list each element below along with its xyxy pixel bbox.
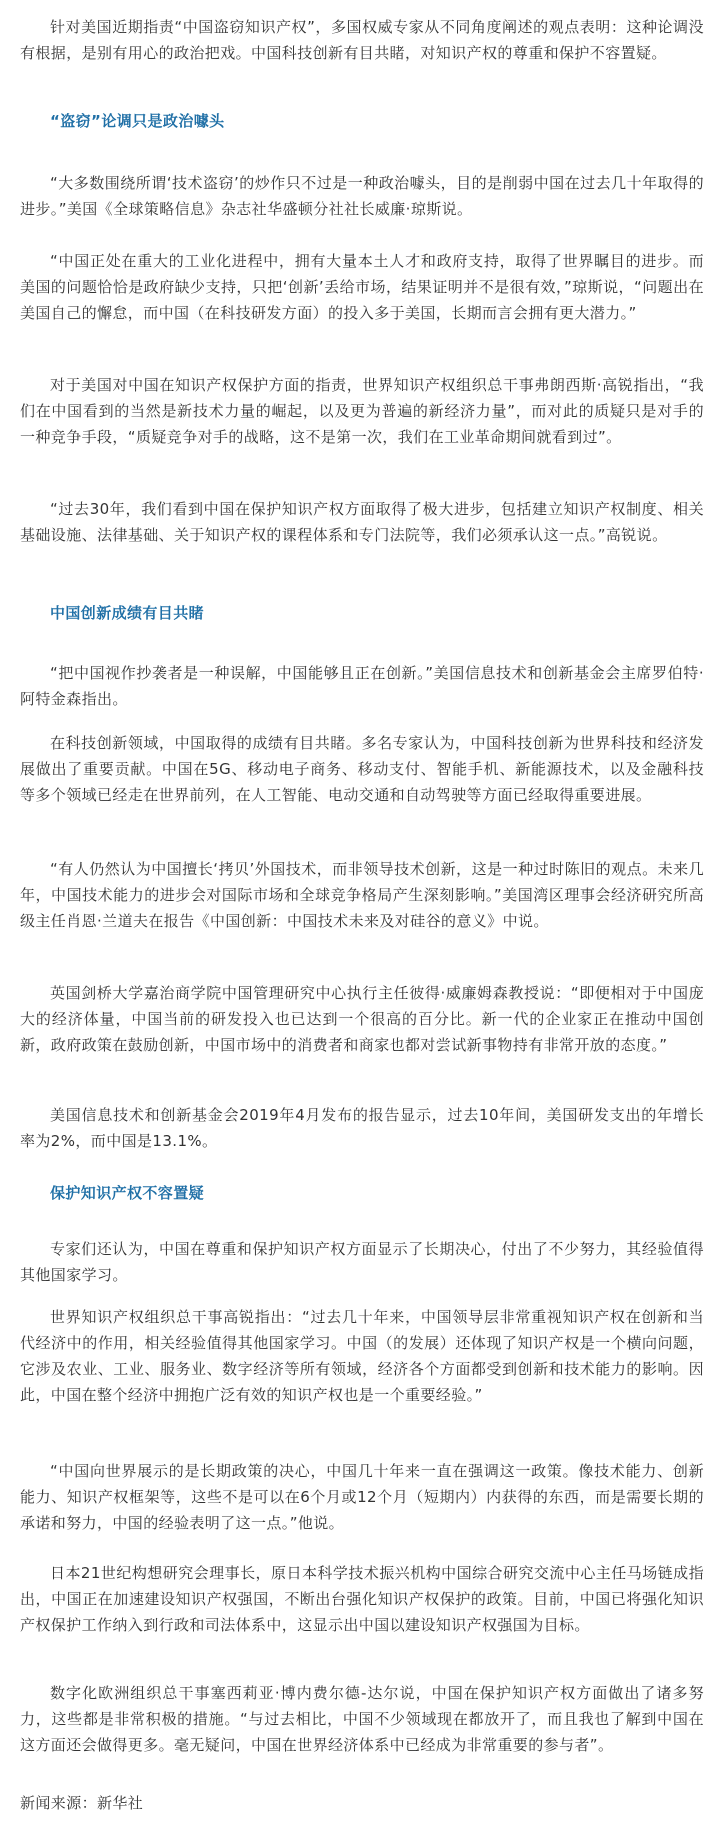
paragraph-6: “把中国视作抄袭者是一种误解，中国能够且正在创新。”美国信息技术和创新基金会主席罗伯特·阿特金森指出。 (20, 664, 704, 708)
paragraph-2: “大多数围绕所谓‘技术盗窃’的炒作只不过是一种政治噱头，目的是削弱中国在过去几十年取得的进步。”美国《全球策略信息》杂志社华盛顿分社社长威廉·琼斯说。 (20, 174, 704, 218)
section-heading-3: 保护知识产权不容置疑 (50, 1184, 205, 1202)
paragraph-3: “中国正处在重大的工业化进程中，拥有大量本土人才和政府支持，取得了世界瞩目的进步。而美国的问题恰恰是政府缺少支持，只把‘创新’丢给市场，结果证明并不是很有效，”琼斯说，“问题出在美国自己的懈怠，而中国（在科技研发方面）的投入多于美国，长期而言会拥有更大潜力。” (20, 252, 704, 322)
paragraph-12: 世界知识产权组织总干事高锐指出：“过去几十年来，中国领导层非常重视知识产权在创新和当代经济中的作用，相关经验值得其他国家学习。中国（的发展）还体现了知识产权是一个横向问题，它涉及农业、工业、服务业、数字经济等所有领域，经济各个方面都受到创新和技术能力的影响。因此，中国在整个经济中拥抱广泛有效的知识产权也是一个重要经验。” (20, 1308, 704, 1404)
paragraph-intro: 针对美国近期指责“中国盗窃知识产权”，多国权威专家从不同角度阐述的观点表明：这种论调没有根据，是别有用心的政治把戏。中国科技创新有目共睹，对知识产权的尊重和保护不容置疑。 (20, 18, 704, 62)
paragraph-9: 英国剑桥大学嘉治商学院中国管理研究中心执行主任彼得·威廉姆森教授说：“即便相对于中国庞大的经济体量，中国当前的研发投入也已达到一个很高的百分比。新一代的企业家正在推动中国创新，政府政策在鼓励创新，中国市场中的消费者和商家也都对尝试新事物持有非常开放的态度。” (20, 984, 704, 1054)
news-source: 新闻来源：新华社 (20, 1794, 144, 1812)
paragraph-4: 对于美国对中国在知识产权保护方面的指责，世界知识产权组织总干事弗朗西斯·高锐指出，“我们在中国看到的当然是新技术力量的崛起，以及更为普遍的新经济力量”，而对此的质疑只是对手的一种竞争手段，“质疑竞争对手的战略，这不是第一次，我们在工业革命期间就看到过”。 (20, 376, 704, 446)
paragraph-5: “过去30年，我们看到中国在保护知识产权方面取得了极大进步，包括建立知识产权制度、相关基础设施、法律基础、关于知识产权的课程体系和专门法院等，我们必须承认这一点。”高锐说。 (20, 500, 704, 544)
paragraph-13: “中国向世界展示的是长期政策的决心，中国几十年来一直在强调这一政策。像技术能力、创新能力、知识产权框架等，这些不是可以在6个月或12个月（短期内）内获得的东西，而是需要长期的承诺和努力，中国的经验表明了这一点。”他说。 (20, 1462, 704, 1532)
paragraph-15: 数字化欧洲组织总干事塞西莉亚·博内费尔德-达尔说，中国在保护知识产权方面做出了诸多努力，这些都是非常积极的措施。“与过去相比，中国不少领域现在都放开了，而且我也了解到中国在这方面还会做得更多。毫无疑问，中国在世界经济体系中已经成为非常重要的参与者”。 (20, 1684, 704, 1754)
paragraph-10: 美国信息技术和创新基金会2019年4月发布的报告显示，过去10年间，美国研发支出的年增长率为2%，而中国是13.1%。 (20, 1106, 704, 1150)
section-heading-1: “盗窃”论调只是政治噱头 (50, 112, 225, 130)
paragraph-11: 专家们还认为，中国在尊重和保护知识产权方面显示了长期决心，付出了不少努力，其经验值得其他国家学习。 (20, 1240, 704, 1284)
paragraph-8: “有人仍然认为中国擅长‘拷贝’外国技术，而非领导技术创新，这是一种过时陈旧的观点。未来几年，中国技术能力的进步会对国际市场和全球竞争格局产生深刻影响。”美国湾区理事会经济研究所高级主任肖恩·兰道夫在报告《中国创新：中国技术未来及对硅谷的意义》中说。 (20, 860, 704, 930)
paragraph-14: 日本21世纪构想研究会理事长，原日本科学技术振兴机构中国综合研究交流中心主任马场链成指出，中国正在加速建设知识产权强国，不断出台强化知识产权保护的政策。目前，中国已将强化知识产权保护工作纳入到行政和司法体系中，这显示出中国以建设知识产权强国为目标。 (20, 1564, 704, 1634)
section-heading-2: 中国创新成绩有目共睹 (50, 604, 205, 622)
paragraph-7: 在科技创新领域，中国取得的成绩有目共睹。多名专家认为，中国科技创新为世界科技和经济发展做出了重要贡献。中国在5G、移动电子商务、移动支付、智能手机、新能源技术，以及金融科技等多个领域已经走在世界前列，在人工智能、电动交通和自动驾驶等方面已经取得重要进展。 (20, 734, 704, 804)
